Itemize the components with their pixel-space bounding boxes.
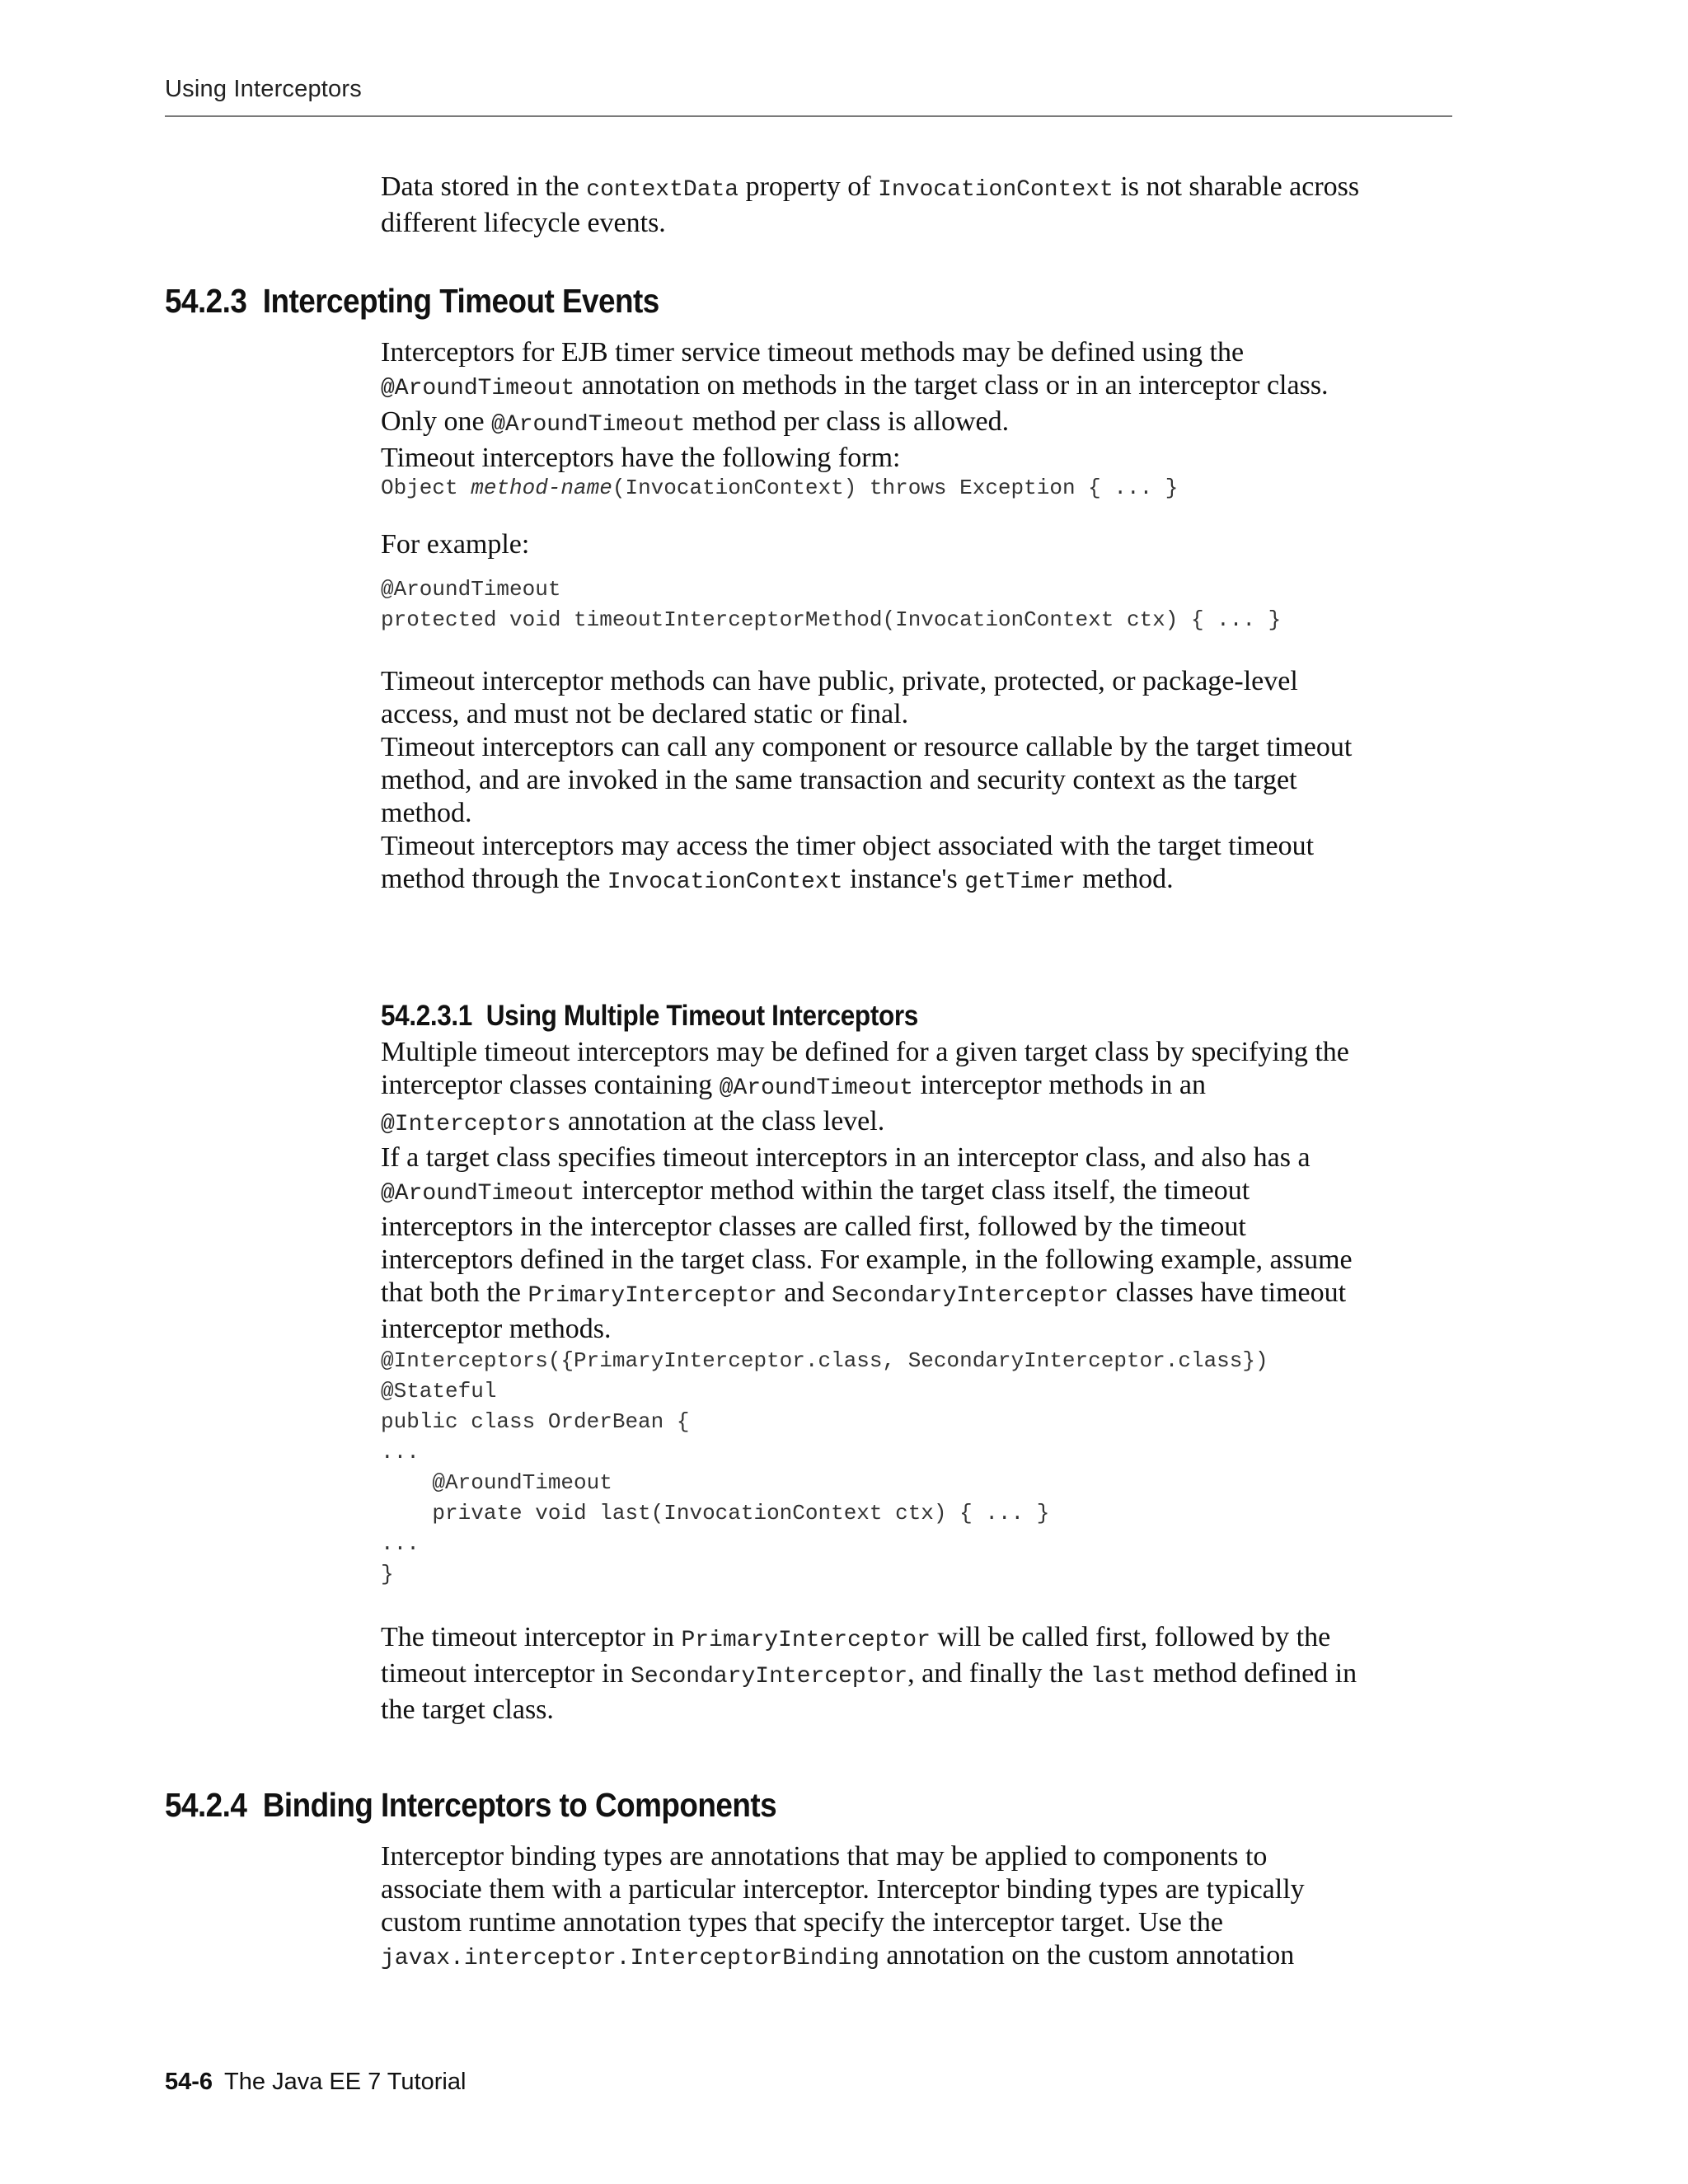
paragraph: Multiple timeout interceptors may be defined for a given target class by specifying the interceptor classes containing @AroundTimeout interceptor methods in an @Interceptors annotation at the class level.: [381, 1037, 1349, 1137]
inline-code: PrimaryInterceptor: [681, 1628, 931, 1653]
code-form: Object method-name(InvocationContext) throws Exception { ... }: [381, 476, 1179, 500]
section-heading-timeout: [165, 282, 659, 321]
paragraph: If a target class specifies timeout interceptors in an interceptor class, and also has a @AroundTimeout interceptor method within the target class itself, the timeout interceptors in the interceptor classes are called first, followed by the timeout interceptors defined in the target class. For example, in the following example, assume that both the PrimaryInterceptor and SecondaryInterceptor classes have timeout interceptor methods.: [381, 1142, 1353, 1344]
subsection-title: Using Multiple Timeout Interceptors: [485, 1000, 918, 1032]
inline-code: @Interceptors: [381, 1112, 561, 1137]
section-title: Intercepting Timeout Events: [262, 282, 659, 320]
code-example: @AroundTimeout protected void timeoutInterceptorMethod(InvocationContext ctx) { ... }: [381, 577, 1282, 632]
code-example: @Interceptors({PrimaryInterceptor.class, SecondaryInterceptor.class}) @Stateful public class OrderBean { ... @AroundTimeout private void last(InvocationContext ctx) { ... } ... }: [381, 1348, 1268, 1586]
header-rule: [165, 115, 1452, 117]
inline-code: getTimer: [964, 869, 1076, 895]
paragraph: The timeout interceptor in PrimaryInterceptor will be called first, followed by the timeout interceptor in SecondaryInterceptor, and finally the last method defined in the target class.: [381, 1622, 1357, 1725]
intro-paragraph: Data stored in the contextData property of InvocationContext is not sharable across different lifecycle events.: [381, 171, 1360, 238]
section-number: 54.2.4: [165, 1786, 247, 1824]
page-number: 54-6: [165, 2069, 213, 2095]
subsection-number: 54.2.3.1: [381, 1000, 472, 1032]
inline-code: @AroundTimeout: [381, 376, 575, 401]
paragraph: Interceptors for EJB timer service timeout methods may be defined using the @AroundTimeout annotation on methods in the target class or in an interceptor class. Only one @AroundTimeout method per class is allowed.: [381, 337, 1329, 438]
section-number: 54.2.3: [165, 282, 247, 320]
section-title: Binding Interceptors to Components: [262, 1786, 777, 1824]
paragraph: Timeout interceptor methods can have public, private, protected, or package-level access, and must not be declared static or final.: [381, 666, 1298, 729]
subsection-heading: [381, 1000, 1345, 1033]
inline-code: @AroundTimeout: [381, 1181, 575, 1207]
paragraph: Interceptor binding types are annotations that may be applied to components to associate them with a particular interceptor. Interceptor binding types are typically custom runtime annotation types that specify the interceptor target. Use the javax.interceptor.InterceptorBinding annotation on the custom annotation: [381, 1841, 1305, 1971]
inline-code: SecondaryInterceptor: [631, 1664, 908, 1690]
running-header: Using Interceptors: [165, 76, 362, 102]
section-body-binding: [381, 1840, 1452, 1975]
inline-code: SecondaryInterceptor: [832, 1283, 1109, 1309]
paragraph: Timeout interceptors can call any component or resource callable by the target timeout method, and are invoked in the same transaction and security context as the target method.: [381, 732, 1353, 828]
inline-code: InvocationContext: [878, 177, 1114, 203]
intro-block: [381, 171, 1452, 240]
book-title: The Java EE 7 Tutorial: [224, 2069, 467, 2095]
paragraph: Timeout interceptors may access the timer object associated with the target timeout method through the InvocationContext instance's getTimer method.: [381, 831, 1315, 895]
inline-code: InvocationContext: [607, 869, 843, 895]
inline-code: contextData: [586, 177, 739, 203]
paragraph: For example:: [381, 529, 530, 560]
subsection-multiple: [381, 1000, 1452, 1727]
inline-code: @AroundTimeout: [719, 1076, 913, 1101]
inline-code: last: [1090, 1664, 1146, 1690]
section-heading-binding: [165, 1786, 776, 1825]
inline-code: @AroundTimeout: [491, 412, 686, 438]
inline-code: PrimaryInterceptor: [528, 1283, 777, 1309]
section-body-timeout: [381, 336, 1452, 899]
inline-code: javax.interceptor.InterceptorBinding: [381, 1946, 879, 1971]
page-footer: [165, 2069, 466, 2096]
paragraph: Timeout interceptors have the following form:: [381, 443, 901, 473]
